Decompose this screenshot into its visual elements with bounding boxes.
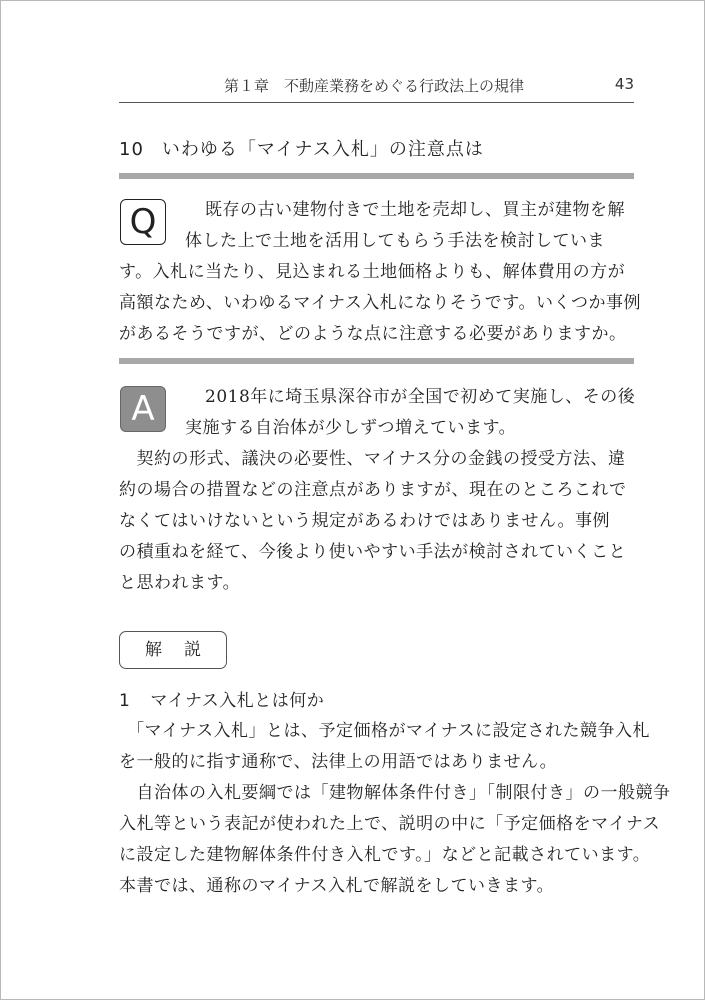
chapter-title: 第１章 不動産業務をめぐる行政法上の規律 <box>224 77 525 95</box>
question-line: 高額なため、いわゆるマイナス入札になりそうです。いくつか事例 <box>119 293 641 313</box>
question-line: 既存の古い建物付きで土地を売却し、買主が建物を解 <box>205 200 625 220</box>
subsection-title: マイナス入札とは何か <box>150 691 325 711</box>
section-title <box>119 135 484 161</box>
commentary-line: 「マイナス入札」とは、予定価格がマイナスに設定された競争入札 <box>127 721 650 741</box>
answer-badge: A <box>120 386 166 432</box>
subsection-heading <box>119 686 324 711</box>
answer-line: 2018年に埼玉県深谷市が全国で初めて実施し、その後 <box>205 387 636 407</box>
commentary-text <box>119 716 671 902</box>
section-title-text: いわゆる「マイナス入札」の注意点は <box>161 139 484 160</box>
commentary-line: 本書では、通称のマイナス入札で解説をしていきます。 <box>119 876 555 896</box>
commentary-label: 解説 <box>119 631 227 669</box>
commentary-line: 入札等という表記が使われた上で、説明の中に「予定価格をマイナス <box>119 814 661 834</box>
commentary-line: を一般的に指す通称で、法律上の用語ではありません。 <box>119 752 558 772</box>
subsection-number: 1 <box>119 691 131 711</box>
question-bottom-bar <box>119 358 634 364</box>
header-rule <box>119 102 634 103</box>
question-line: す。入札に当たり、見込まれる土地価格よりも、解体費用の方が <box>119 262 626 282</box>
question-text <box>119 195 641 350</box>
question-line: 体した上で土地を活用してもらう手法を検討していま <box>185 231 605 251</box>
question-top-bar <box>119 173 634 179</box>
section-number: 10 <box>119 139 144 160</box>
page-number: 43 <box>614 75 634 93</box>
answer-line: 約の場合の措置などの注意点がありますが、現在のところこれで <box>119 480 627 500</box>
commentary-line: 自治体の入札要綱では「建物解体条件付き」「制限付き」の一般競争 <box>119 783 671 803</box>
question-badge: Q <box>120 199 166 245</box>
answer-line: 実施する自治体が少しずつ増えています。 <box>185 418 517 438</box>
answer-line: なくてはいけないという規定があるわけではありません。事例 <box>119 511 611 531</box>
answer-text <box>119 382 634 599</box>
answer-line: と思われます。 <box>119 573 241 593</box>
answer-line: の積重ねを経て、今後より使いやすい手法が検討されていくこと <box>119 542 627 562</box>
answer-line: 契約の形式、議決の必要性、マイナス分の金銭の授受方法、違 <box>119 449 626 469</box>
commentary-line: に設定した建物解体条件付き入札です。」などと記載されています。 <box>119 845 651 865</box>
question-line: があるそうですが、どのような点に注意する必要がありますか。 <box>119 324 627 344</box>
